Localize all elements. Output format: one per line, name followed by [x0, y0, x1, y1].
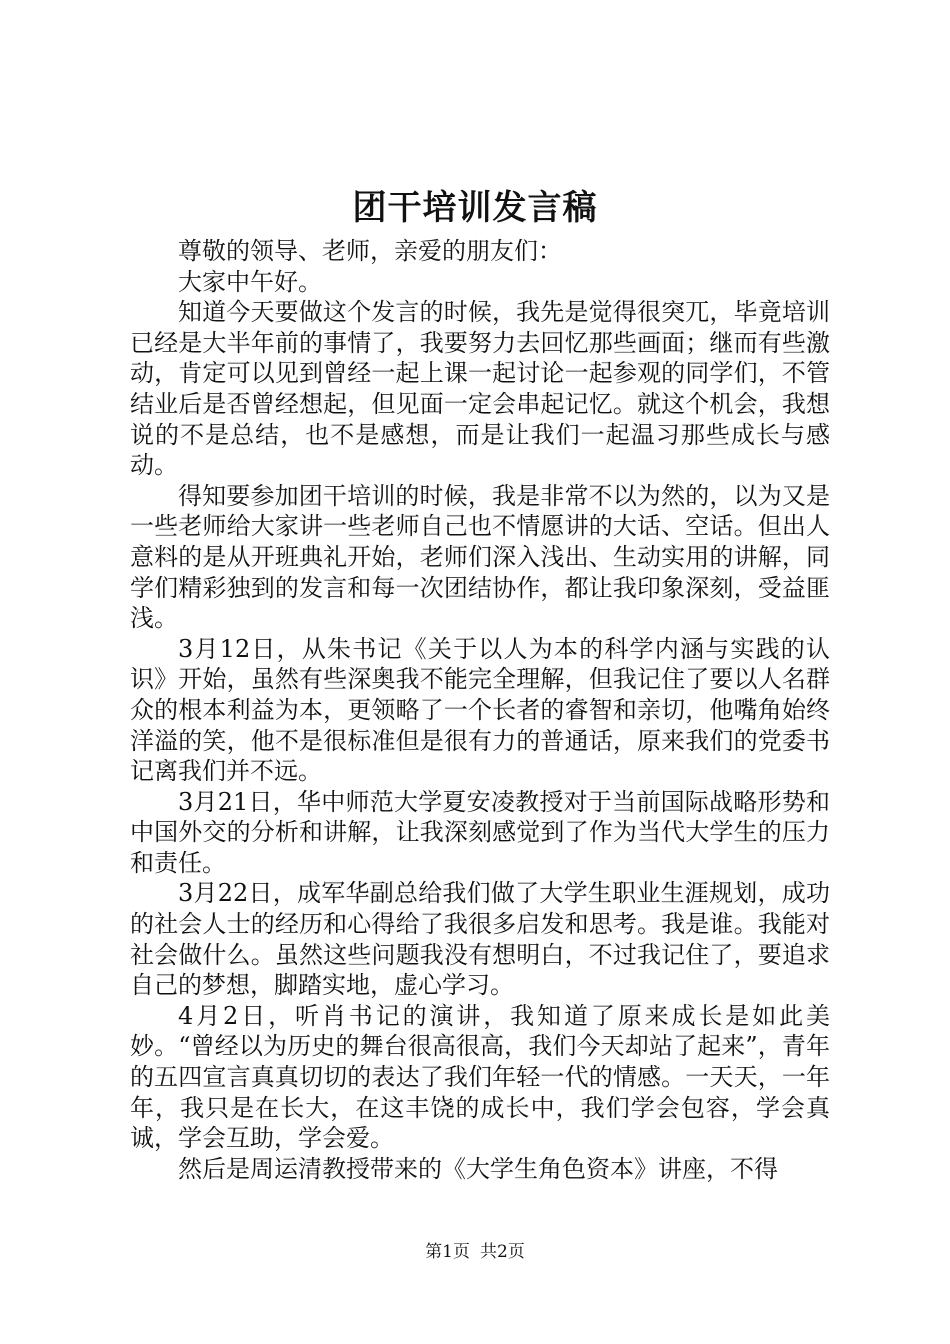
document-title: 团干培训发言稿 — [352, 188, 598, 228]
body-paragraph: 3月12日，从朱书记《关于以人为本的科学内涵与实践的认识》开始，虽然有些深奥我不能完全理解，但我记住了要以人名群众的根本利益为本，更领略了一个长者的睿智和亲切，他嘴角始终洋溢的笑，他不是很标准但是很有力的普通话，原来我们的党委书记离我们并不远。 — [130, 634, 830, 786]
body-paragraph: 然后是周运清教授带来的《大学生角色资本》讲座，不得 — [178, 1154, 778, 1183]
page-footer — [0, 1240, 950, 1264]
greeting-paragraph: 大家中午好。 — [178, 267, 322, 296]
document-body — [130, 236, 830, 1184]
body-paragraph: 得知要参加团干培训的时候，我是非常不以为然的，以为又是一些老师给大家讲一些老师自己也不情愿讲的大话、空话。但出人意料的是从开班典礼开始，老师们深入浅出、生动实用的讲解，同学们精彩独到的发言和每一次团结协作，都让我印象深刻，受益匪浅。 — [130, 481, 830, 633]
body-paragraph: 3月21日，华中师范大学夏安凌教授对于当前国际战略形势和中国外交的分析和讲解，让我深刻感觉到了作为当代大学生的压力和责任。 — [130, 787, 830, 877]
body-paragraph: 知道今天要做这个发言的时候，我先是觉得很突兀，毕竟培训已经是大半年前的事情了，我要努力去回忆那些画面；继而有些激动，肯定可以见到曾经一起上课一起讨论一起参观的同学们，不管结业后是否曾经想起，但见面一定会串起记忆。就这个机会，我想说的不是总结，也不是感想，而是让我们一起温习那些成长与感动。 — [130, 298, 830, 480]
page-total: 共2页 — [480, 1242, 525, 1262]
page-number: 第1页 — [425, 1242, 470, 1262]
body-paragraph: 3月22日，成军华副总给我们做了大学生职业生涯规划，成功的社会人士的经历和心得给了我很多启发和思考。我是谁。我能对社会做什么。虽然这些问题我没有想明白，不过我记住了，要追求自己的梦想，脚踏实地，虚心学习。 — [130, 879, 830, 1000]
body-paragraph: 4月2日，听肖书记的演讲，我知道了原来成长是如此美妙。“曾经以为历史的舞台很高很高，我们今天却站了起来”，青年的五四宣言真真切切的表达了我们年轻一代的情感。一天天，一年年，我只是在长大，在这丰饶的成长中，我们学会包容，学会真诚，学会互助，学会爱。 — [130, 1001, 830, 1153]
salutation-paragraph: 尊敬的领导、老师，亲爱的朋友们： — [178, 237, 562, 265]
